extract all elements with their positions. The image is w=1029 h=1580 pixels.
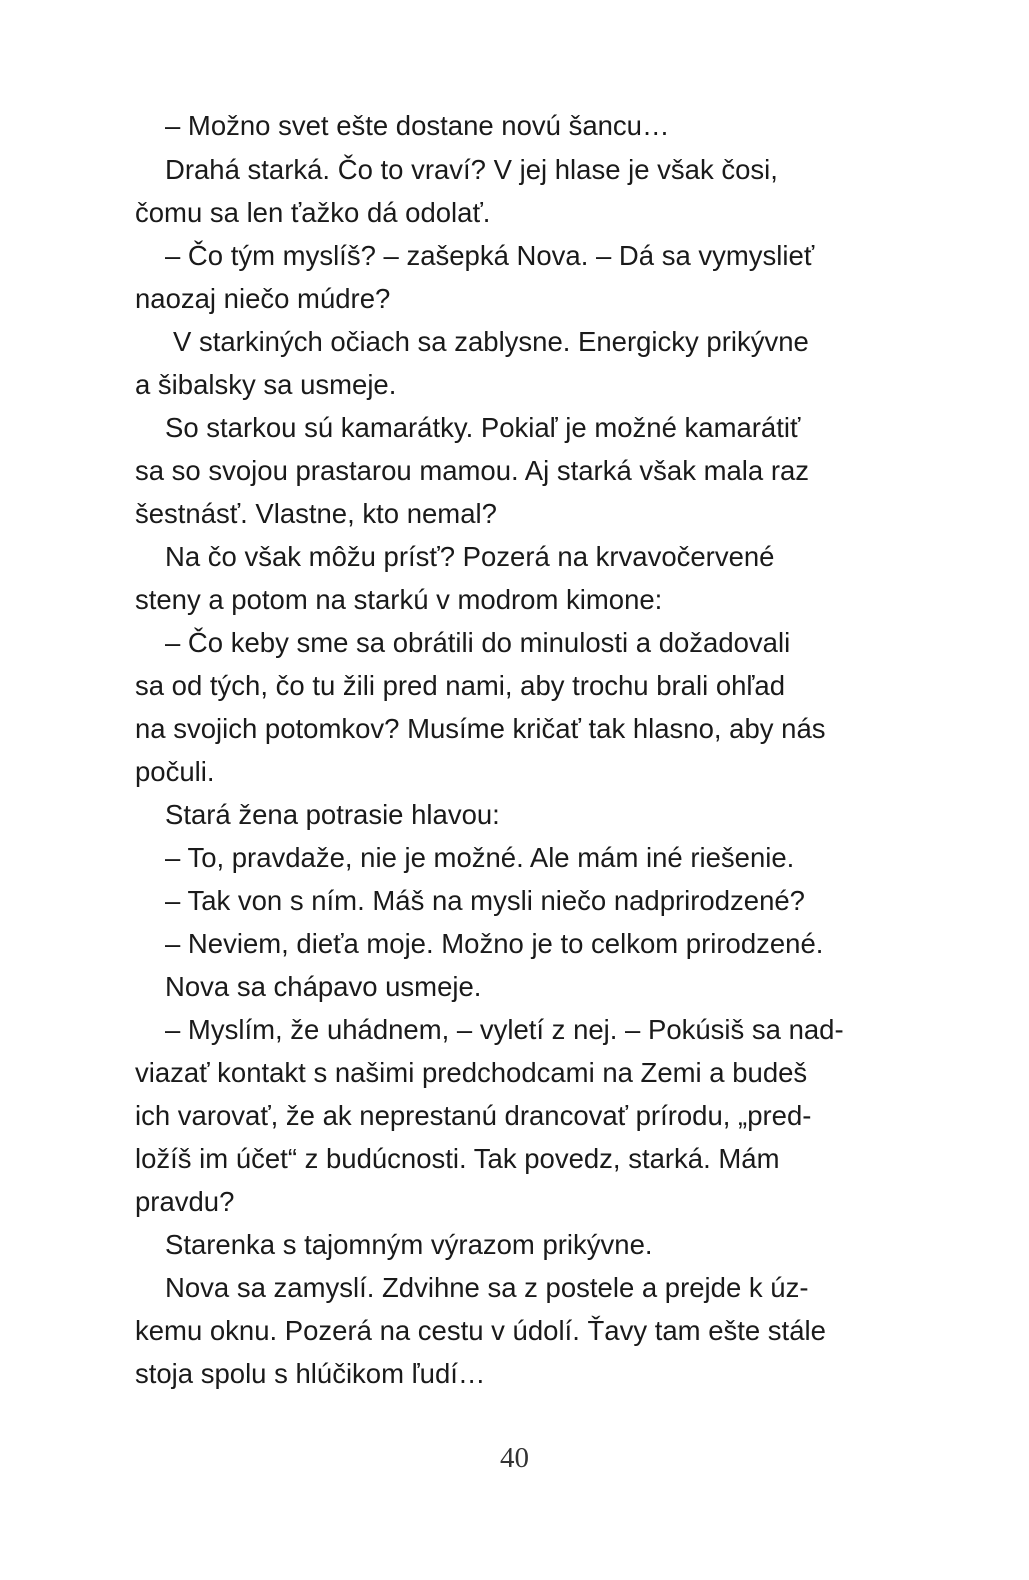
text-line: sa so svojou prastarou mamou. Aj starká však mala raz — [135, 455, 810, 486]
text-line: ložíš im účet“ z budúcnosti. Tak povedz, starká. Mám — [135, 1143, 780, 1174]
text-line: čomu sa len ťažko dá odolať. — [135, 197, 491, 228]
text-line: ich varovať, že ak neprestanú drancovať prírodu, „pred- — [135, 1100, 812, 1131]
text-line: – Možno svet ešte dostane novú šancu… — [165, 110, 670, 141]
text-line: – Tak von s ním. Máš na mysli niečo nadprirodzené? — [165, 885, 805, 916]
text-line: steny a potom na starkú v modrom kimone: — [135, 584, 663, 615]
text-line: viazať kontakt s našimi predchodcami na Zemi a budeš — [135, 1057, 808, 1088]
text-line: – To, pravdaže, nie je možné. Ale mám iné riešenie. — [165, 842, 795, 873]
text-line: Drahá starká. Čo to vraví? V jej hlase je však čosi, — [165, 154, 778, 185]
text-line: počuli. — [135, 756, 215, 787]
text-line: Starenka s tajomným výrazom prikývne. — [165, 1229, 653, 1260]
text-line: pravdu? — [135, 1186, 235, 1217]
text-line: Na čo však môžu prísť? Pozerá na krvavočervené — [165, 541, 775, 572]
text-line: Nova sa chápavo usmeje. — [165, 971, 482, 1002]
text-line: – Čo tým myslíš? – zašepká Nova. – Dá sa vymyslieť — [165, 240, 815, 271]
text-line: naozaj niečo múdre? — [135, 283, 391, 314]
text-line: Nova sa zamyslí. Zdvihne sa z postele a prejde k úz- — [165, 1272, 809, 1303]
text-line: – Myslím, že uhádnem, – vyletí z nej. – Pokúsiš sa nad- — [165, 1014, 844, 1045]
text-line: na svojich potomkov? Musíme kričať tak hlasno, aby nás — [135, 713, 826, 744]
text-line: – Čo keby sme sa obrátili do minulosti a dožadovali — [165, 627, 791, 658]
text-line: kemu oknu. Pozerá na cestu v údolí. Ťavy tam ešte stále — [135, 1315, 826, 1346]
text-line: So starkou sú kamarátky. Pokiaľ je možné kamarátiť — [165, 412, 801, 443]
text-line: – Neviem, dieťa moje. Možno je to celkom prirodzené. — [165, 928, 824, 959]
page-number: 40 — [500, 1442, 529, 1474]
text-line: a šibalsky sa usmeje. — [135, 369, 397, 400]
text-line: šestnásť. Vlastne, kto nemal? — [135, 498, 497, 529]
text-line: stoja spolu s hlúčikom ľudí… — [135, 1358, 486, 1389]
text-line: Stará žena potrasie hlavou: — [165, 799, 500, 830]
text-line: sa od tých, čo tu žili pred nami, aby trochu brali ohľad — [135, 670, 786, 701]
text-line: V starkiných očiach sa zablysne. Energicky prikývne — [173, 326, 809, 357]
